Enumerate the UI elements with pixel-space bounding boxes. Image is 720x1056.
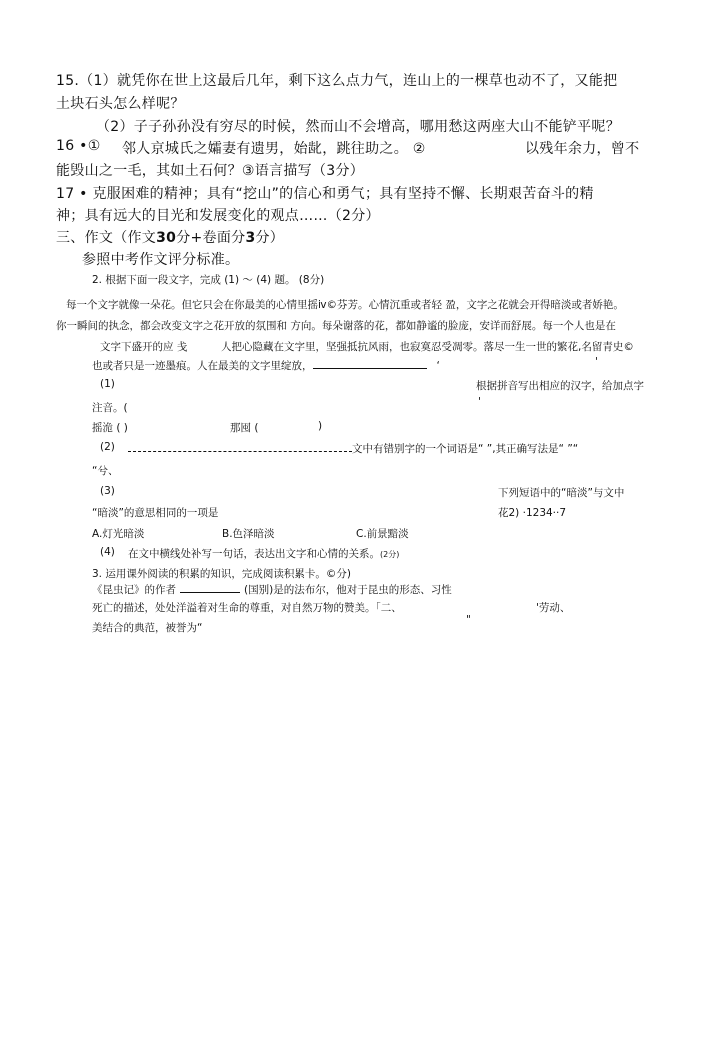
option-c: C.前景黯淡 xyxy=(356,528,409,540)
option-a: A.灯光暗淡 xyxy=(92,528,145,540)
sub-1-text: 根据拼音写出相应的汉字，给加点字 xyxy=(476,380,644,392)
section-3-heading: 三、作文（作文30分+卷面分3分） xyxy=(56,230,285,246)
sub-3-number: (3) xyxy=(100,485,115,497)
sub-2-number: (2) xyxy=(100,441,115,453)
sub-2-text: 文中有错别字的一个词语是“ ”,其正确写法是“ ”“ xyxy=(128,441,578,456)
question-3-title: 3. 运用课外阅读的积累的知识，完成阅读积累卡。©分) xyxy=(92,568,351,580)
sub-3-score: 花2) ·1234··7 xyxy=(498,507,567,519)
answer-16-part1: 16 •① xyxy=(56,138,101,154)
answer-16-part3: 以残年余力，曾不 xyxy=(525,141,640,157)
passage-line-2: 你一瞬间的执念，都会改变文字之花开放的氛围和 方向。每朵谢落的花，都如静谧的脸庞，安详而舒展。每一个人也是在 xyxy=(56,320,616,332)
section-3-note: 参照中考作文评分标准。 xyxy=(82,252,240,268)
sub-4-text: 在文中横线处补写一句话，表达出文字和心情的关系。(2分) xyxy=(128,548,400,560)
answer-15-2: （2）子子孙孙没有穷尽的时候，然而山不会增高，哪用愁这两座大山不能铲平呢？ xyxy=(96,119,621,135)
answer-16-part2: 邻人京城氏之孀妻有遗男，始龀，跳往助之。 ② xyxy=(122,141,426,157)
passage-line-4-end: ' xyxy=(595,356,598,368)
sub-1-item-1: 摇洈 ( ) xyxy=(92,422,128,434)
answer-16-line2: 能毁山之一毛，其如土石何？③语言描写（3分） xyxy=(56,163,365,179)
passage-line-4: 也或者只是一迹墨痕。人在最美的文字里绽放， ‘ xyxy=(92,360,440,372)
sub-1-item-2: 那囤 ( xyxy=(230,422,259,434)
sub-2-line2: “兮、 xyxy=(92,465,119,477)
answer-17-line1: 17 • 克服困难的精神；具有“挖山”的信心和勇气；具有坚持不懈、长期艰苦奋斗的精 xyxy=(56,186,594,202)
sub-3-text: 下列短语中的“暗淡”与文中 xyxy=(498,487,625,499)
question-3-line2b: '劳动、 xyxy=(536,602,571,614)
sub-1-item-2-close: ) xyxy=(318,420,323,432)
question-3-line1: 《昆虫记》的作者 (国别)是的法布尔，他对于昆虫的形态、习性 xyxy=(92,584,452,596)
option-b: B.色泽暗淡 xyxy=(222,528,275,540)
sub-3-line2: “暗淡”的意思相同的一项是 xyxy=(92,507,219,519)
question-3-line2a: 死亡的描述，处处洋溢着对生命的尊重，对自然万物的赞美。「二、 xyxy=(92,602,402,614)
passage-line-3b: 人把心隐藏在文字里，坚强抵抗风雨，也寂寞忍受凋零。落尽一生一世的繁花,名留青史© xyxy=(221,341,634,353)
sub-1-number: (1) xyxy=(100,378,115,390)
passage-line-3a: 文字下盛开的应 戋 xyxy=(100,341,188,353)
sub-4-number: (4) xyxy=(100,546,115,558)
passage-line-1: 每一个文字就像一朵花。但它只会在你最美的心情里摇ⅳ©芬芳。心情沉重或者轻 盈，文字之花就会开得暗淡或者娇艳。 xyxy=(66,299,624,311)
answer-15-1-line2: 土块石头怎么样呢？ xyxy=(56,96,185,112)
question-3-line3-end: " xyxy=(466,614,471,626)
question-3-line3: 美结合的典范，被誉为“ xyxy=(92,622,203,634)
sub-1-line2: 注音。( xyxy=(92,402,128,414)
sub-1-tick: ' xyxy=(478,396,481,408)
answer-17-line2: 神；具有远大的目光和发展变化的观点……（2分） xyxy=(56,208,380,224)
answer-15-1-line1: 15.（1）就凭你在世上这最后几年，剩下这么点力气，连山上的一棵草也动不了，又能把 xyxy=(56,73,618,89)
question-2-title: 2. 根据下面一段文字，完成 (1) ～ (4) 题。 (8分) xyxy=(92,274,325,286)
